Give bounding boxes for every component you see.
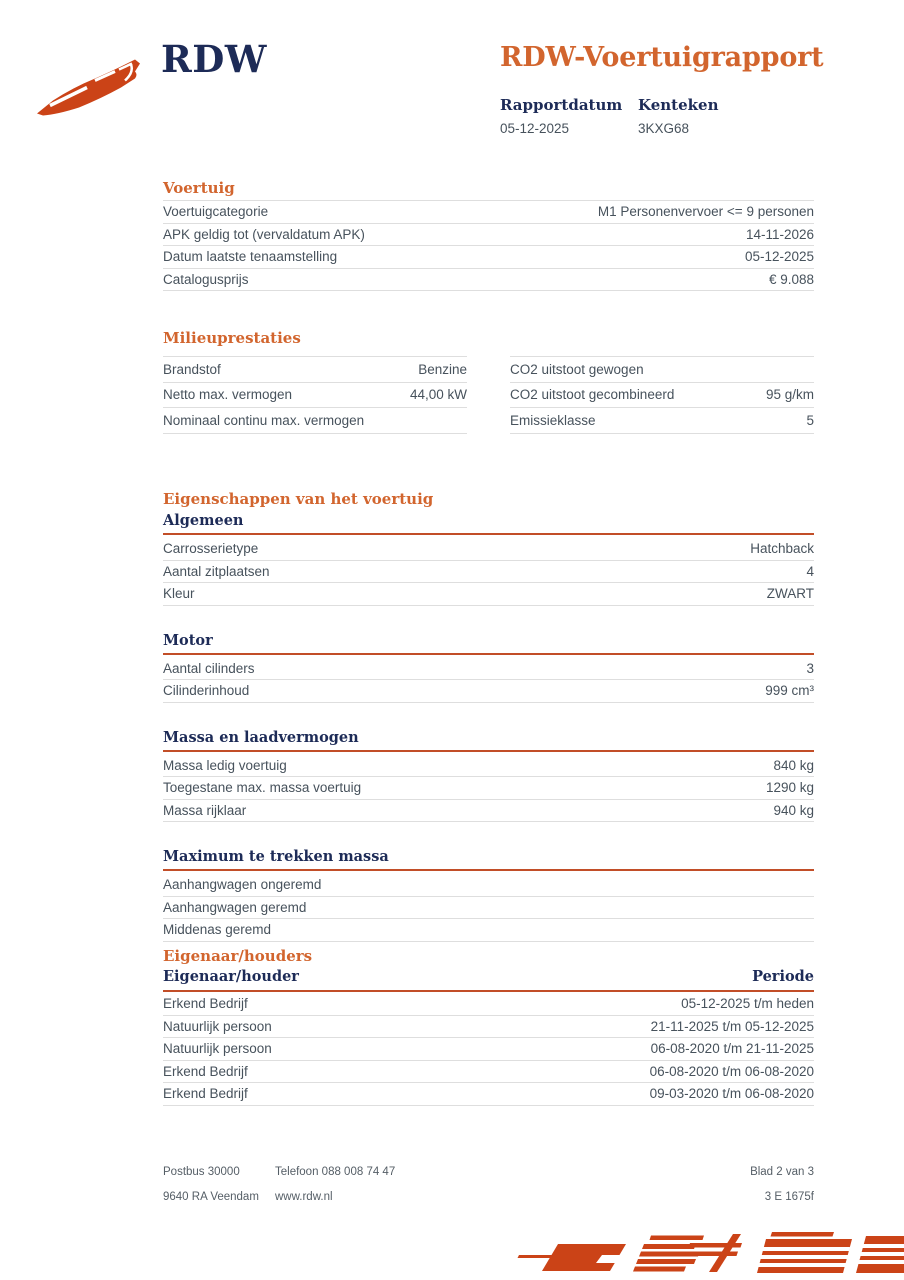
section-eigenschappen <box>163 490 814 942</box>
row-label: Natuurlijk persoon <box>163 1041 272 1056</box>
row-label: Massa rijklaar <box>163 802 247 818</box>
table-row <box>163 800 814 823</box>
table-row <box>163 224 814 247</box>
table-row <box>163 755 814 778</box>
row-value: 06-08-2020 t/m 06-08-2020 <box>649 1063 814 1079</box>
row-value: 95 g/km <box>765 387 814 402</box>
kenteken-value: 3KXG68 <box>638 121 690 136</box>
row-label: Datum laatste tenaamstelling <box>163 249 338 264</box>
row-label: Brandstof <box>163 361 221 377</box>
footer-page-info <box>750 1167 814 1216</box>
row-value: 940 kg <box>773 802 814 818</box>
subsection-title: Algemeen <box>163 512 814 535</box>
row-label: Nominaal continu max. vermogen <box>163 412 365 428</box>
row-label: Voertuigcategorie <box>163 204 269 219</box>
row-label: Kleur <box>163 586 195 601</box>
table-row <box>163 538 814 561</box>
footer-city: 9640 RA Veendam <box>163 1190 259 1203</box>
report-date-label: Rapportdatum <box>500 96 623 114</box>
voertuig-table <box>163 200 814 291</box>
footer-page-number: Blad 2 van 3 <box>750 1166 814 1178</box>
row-label: Aantal cilinders <box>163 660 255 676</box>
row-value: € 9.088 <box>768 271 814 287</box>
table-row <box>510 383 814 409</box>
footer-website: www.rdw.nl <box>275 1190 333 1203</box>
row-value: 1290 kg <box>765 780 814 795</box>
eigenaar-table <box>163 992 814 1106</box>
row-label: Erkend Bedrijf <box>163 996 248 1011</box>
footer-doc-code: 3 E 1675f <box>764 1190 814 1203</box>
row-label: Middenas geremd <box>163 922 272 937</box>
row-label: Catalogusprijs <box>163 271 249 287</box>
table-row <box>163 201 814 224</box>
row-value: 3 <box>806 660 814 676</box>
footer-postbus: Postbus 30000 <box>163 1166 240 1178</box>
footer-address <box>163 1167 275 1216</box>
row-value: 4 <box>806 563 814 579</box>
row-label: CO2 uitstoot gecombineerd <box>510 387 675 402</box>
subsection-algemeen <box>163 512 814 606</box>
table-row <box>163 383 467 409</box>
table-row <box>163 269 814 292</box>
subsection-trekken-massa <box>163 848 814 942</box>
report-meta <box>500 96 718 136</box>
table-row <box>163 1016 814 1039</box>
row-label: CO2 uitstoot gewogen <box>510 361 644 377</box>
row-value: Hatchback <box>750 541 814 556</box>
kenteken-block <box>638 96 718 136</box>
footer-phone: Telefoon 088 008 74 47 <box>275 1166 396 1178</box>
row-value: ZWART <box>766 586 814 601</box>
row-label: Toegestane max. massa voertuig <box>163 780 362 795</box>
row-value: 14-11-2026 <box>745 226 814 242</box>
row-value: 999 cm³ <box>765 683 814 698</box>
milieu-right-column <box>510 356 814 434</box>
row-label: Netto max. vermogen <box>163 387 293 402</box>
section-title: Voertuig <box>163 179 235 197</box>
subsection-title: Motor <box>163 632 814 655</box>
row-label: Emissieklasse <box>510 412 596 428</box>
row-value: 06-08-2020 t/m 21-11-2025 <box>650 1041 814 1056</box>
row-label: Erkend Bedrijf <box>163 1063 248 1079</box>
footer-contact <box>275 1167 750 1216</box>
subsection-massa <box>163 729 814 823</box>
table-row <box>163 919 814 942</box>
row-label: Aantal zitplaatsen <box>163 563 270 579</box>
row-value: Benzine <box>418 361 467 377</box>
table-row <box>163 777 814 800</box>
subsection-title: Maximum te trekken massa <box>163 848 814 871</box>
rdw-feather-logo-icon <box>35 54 153 117</box>
page-footer <box>163 1167 814 1216</box>
eigenaar-table-header <box>163 968 814 992</box>
row-value: 5 <box>806 412 814 428</box>
brand-wordmark: RDW <box>161 37 267 81</box>
section-eigenaar-houders <box>163 947 814 1106</box>
row-value: 840 kg <box>773 757 814 773</box>
table-row <box>510 408 814 434</box>
section-voertuig <box>163 179 814 291</box>
report-date-value: 05-12-2025 <box>500 121 570 136</box>
table-row <box>163 583 814 606</box>
motor-table <box>163 655 814 703</box>
subsection-motor <box>163 632 814 703</box>
row-value: 05-12-2025 t/m heden <box>681 996 814 1011</box>
subsection-title: Massa en laadvermogen <box>163 729 814 752</box>
row-label: Massa ledig voertuig <box>163 757 287 773</box>
milieu-left-column <box>163 356 467 434</box>
row-label: Natuurlijk persoon <box>163 1018 272 1034</box>
row-label: Erkend Bedrijf <box>163 1086 248 1101</box>
section-title: Milieuprestaties <box>163 329 301 347</box>
section-milieuprestaties <box>163 329 814 434</box>
speed-stripes-graphic-icon <box>514 1228 904 1278</box>
table-row <box>163 1038 814 1061</box>
table-row <box>163 1061 814 1084</box>
row-label: APK geldig tot (vervaldatum APK) <box>163 226 365 242</box>
table-row <box>163 993 814 1016</box>
massa-table <box>163 752 814 823</box>
row-value: 09-03-2020 t/m 06-08-2020 <box>649 1086 814 1101</box>
row-value: M1 Personenvervoer <= 9 personen <box>597 204 814 219</box>
page-title: RDW-Voertuigrapport <box>500 42 824 73</box>
table-row <box>163 658 814 681</box>
table-row <box>163 897 814 920</box>
report-date-block <box>500 96 638 136</box>
row-label: Carrosserietype <box>163 541 259 556</box>
table-row <box>163 246 814 269</box>
trekken-massa-table <box>163 871 814 942</box>
table-row <box>163 1083 814 1106</box>
row-value: 05-12-2025 <box>744 249 814 264</box>
algemeen-table <box>163 535 814 606</box>
row-value: 44,00 kW <box>409 387 467 402</box>
section-title: Eigenaar/houders <box>163 947 313 965</box>
table-row <box>163 561 814 584</box>
kenteken-label: Kenteken <box>638 96 719 114</box>
milieu-table <box>163 356 814 434</box>
table-row <box>163 357 467 383</box>
row-label: Aanhangwagen ongeremd <box>163 877 322 892</box>
table-row <box>163 408 467 434</box>
table-row <box>510 357 814 383</box>
table-row <box>163 874 814 897</box>
row-label: Aanhangwagen geremd <box>163 899 307 915</box>
table-row <box>163 680 814 703</box>
column-header-period: Periode <box>752 968 814 985</box>
column-header-owner: Eigenaar/houder <box>163 968 299 985</box>
row-value: 21-11-2025 t/m 05-12-2025 <box>650 1018 814 1034</box>
row-label: Cilinderinhoud <box>163 683 250 698</box>
section-title: Eigenschappen van het voertuig <box>163 490 434 508</box>
